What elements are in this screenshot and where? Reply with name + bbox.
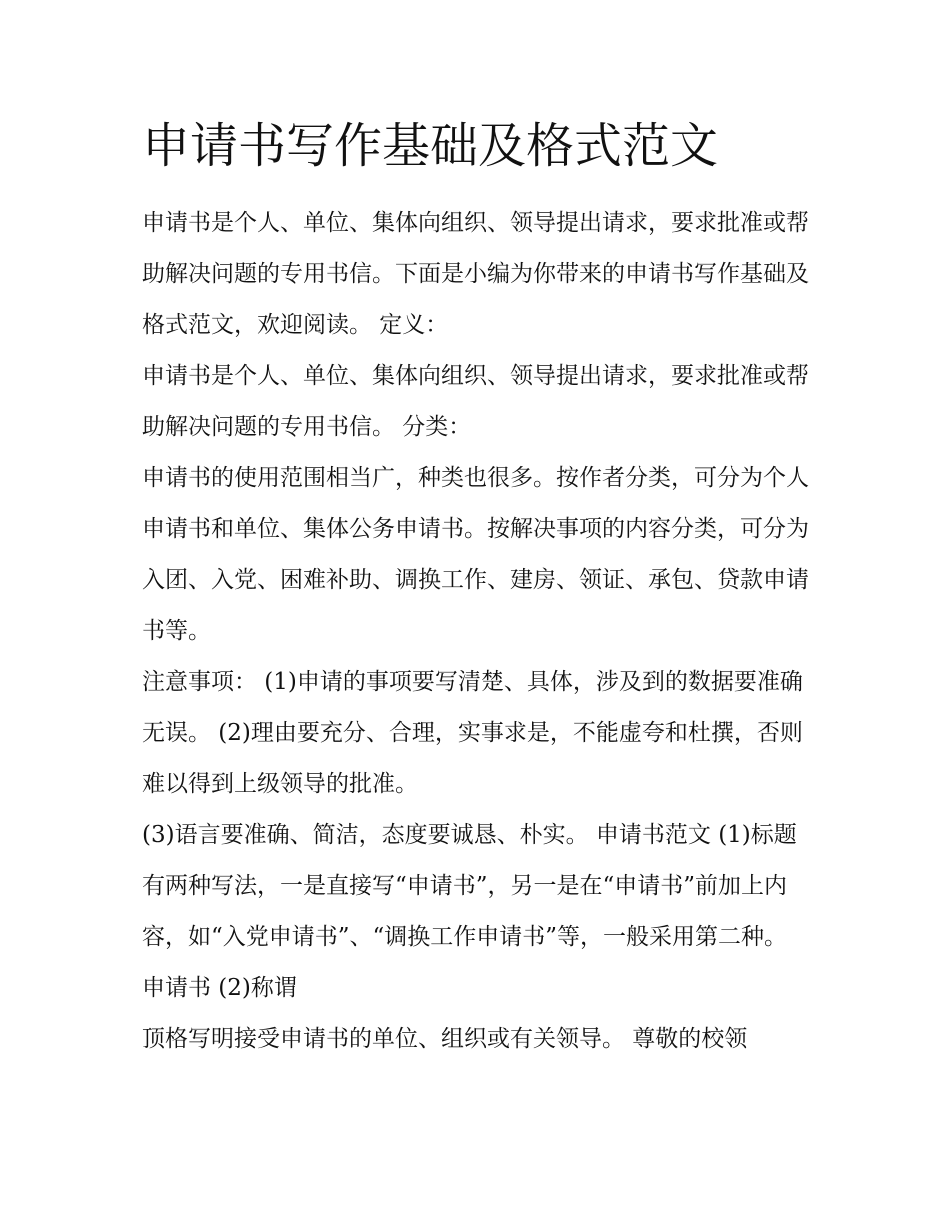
document-title: 申请书写作基础及格式范文 <box>142 118 719 174</box>
paragraph-title-format: 有两种写法，一是直接写“申请书”，另一是在“申请书”前加上内容，如“入党申请书”、“调换工作申请书”等，一般采用第二种。 申请书 (2)称谓 <box>142 873 788 1001</box>
paragraph-language: (3)语言要准确、简洁，态度要诚恳、朴实。 申请书范文 (1)标题 <box>142 822 797 848</box>
paragraph-salutation: 顶格写明接受申请书的单位、组织或有关领导。 尊敬的校领 <box>142 1026 748 1052</box>
paragraph-intro: 申请书是个人、单位、集体向组织、领导提出请求，要求批准或帮助解决问题的专用书信。下面是小编为你带来的申请书写作基础及格式范文，欢迎阅读。 定义： <box>142 210 809 338</box>
paragraph-classification: 申请书的使用范围相当广，种类也很多。按作者分类，可分为个人申请书和单位、集体公务申请书。按解决事项的内容分类，可分为入团、入党、困难补助、调换工作、建房、领证、承包、贷款申请书等。 <box>142 465 809 644</box>
paragraph-definition: 申请书是个人、单位、集体向组织、领导提出请求，要求批准或帮助解决问题的专用书信。 分类： <box>142 363 809 440</box>
paragraph-notes: 注意事项： (1)申请的事项要写清楚、具体，涉及到的数据要准确无误。 (2)理由要充分、合理，实事求是，不能虚夸和杜撰，否则难以得到上级领导的批准。 <box>142 669 803 797</box>
document-body <box>142 198 814 1065</box>
